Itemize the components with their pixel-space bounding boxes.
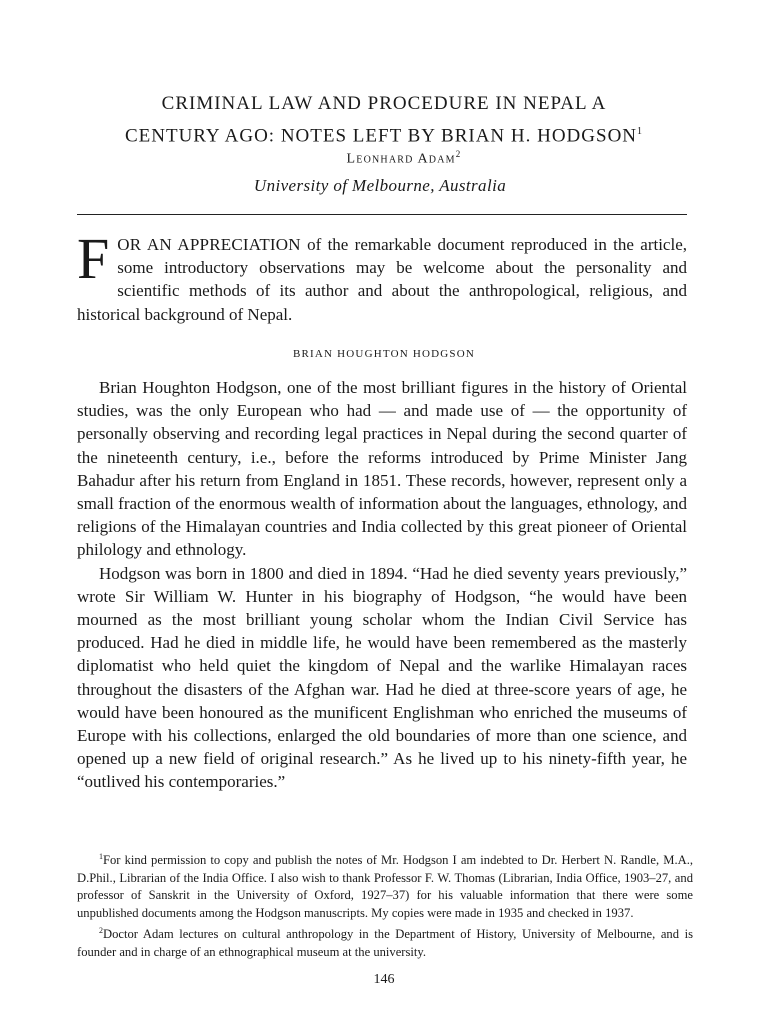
title-footnote-mark[interactable]: 1: [637, 126, 644, 137]
footnote-2-mark: 2: [99, 926, 103, 936]
header-divider: [77, 214, 687, 215]
intro-lead-caps: OR AN APPRECIATION: [117, 235, 301, 254]
article-title-line-1: CRIMINAL LAW AND PROCEDURE IN NEPAL A: [161, 93, 607, 114]
drop-cap: F: [77, 226, 110, 291]
author-footnote-mark[interactable]: 2: [455, 149, 462, 159]
author-affiliation: University of Melbourne, Australia: [253, 176, 507, 195]
footnote-1: $^1$For kind permission to copy and publish the notes of Mr. Hodgson I am indebted to Dr. Herbert N. Randle, M.A., D.Phil., Librarian of the India Office. I also wish to thank Professor F. W. Thomas (Librarian, India Office, 1903–27, and professor of Sanskrit in the University of Oxford, 1927–37) for his valuable information that there were some unpublished documents among the Hodgson manuscripts. My copies were made in 1935 and checked in 1937.: [77, 852, 693, 920]
intro-text: of the remarkable document reproduced in the article, some introductory observations may be welcome about the personality and scientific methods of its author and about the anthropological, religious, and historical background of Nepal.: [77, 235, 687, 324]
main-text: [77, 376, 687, 794]
page-number: 146: [373, 972, 395, 987]
body-paragraph-2: Hodgson was born in 1800 and died in 1894. “Had he died seventy years previously,” wrote Sir William W. Hunter in his biography of Hodgson, “he would have been mourned as the most brilliant young scholar whom the Indian Civil Service has produced. Had he died in middle life, he would have been remembered as the masterly diplomatist who held quiet the kingdom of Nepal and the warlike Himalayan races throughout the disasters of the Afghan war. Had he died at three-score years of age, he would have been honoured as the munificent Englishman who enriched the museums of Europe with his collections, enlarged the old boundaries of more than one science, and opened up a new field of original research.” As he lived up to his ninety-fifth year, he “outlived his contemporaries.”: [77, 563, 687, 792]
footnotes: [77, 848, 693, 961]
footnote-1-mark: 1: [99, 852, 103, 861]
article-title: [60, 90, 708, 150]
section-heading: BRIAN HOUGHTON HODGSON: [292, 348, 476, 360]
body-paragraph-1: Brian Houghton Hodgson, one of the most brilliant figures in the history of Oriental studies, was the only European who had — and made use of — the opportunity of personally observing and recording legal practices in Nepal during the second quarter of the nineteenth century, i.e., before the reforms introduced by Prime Minister Jang Bahadur after his return from England in 1851. These records, however, represent only a small fraction of the enormous wealth of information about the languages, ethnology, and religions of the Himalayan countries and India collected by this great pioneer of Oriental philology and ethnology.: [77, 378, 687, 560]
article-title-line-2: CENTURY AGO: NOTES LEFT BY BRIAN H. HODGSON$^1$: [124, 125, 644, 147]
author-name: Leonhard Adam$^2$: [346, 149, 462, 167]
footnote-2: $^2$Doctor Adam lectures on cultural anthropology in the Department of History, University of Melbourne, and is founder and in charge of an ethnographical museum at the university.: [77, 926, 693, 959]
intro-paragraph: [77, 226, 687, 326]
